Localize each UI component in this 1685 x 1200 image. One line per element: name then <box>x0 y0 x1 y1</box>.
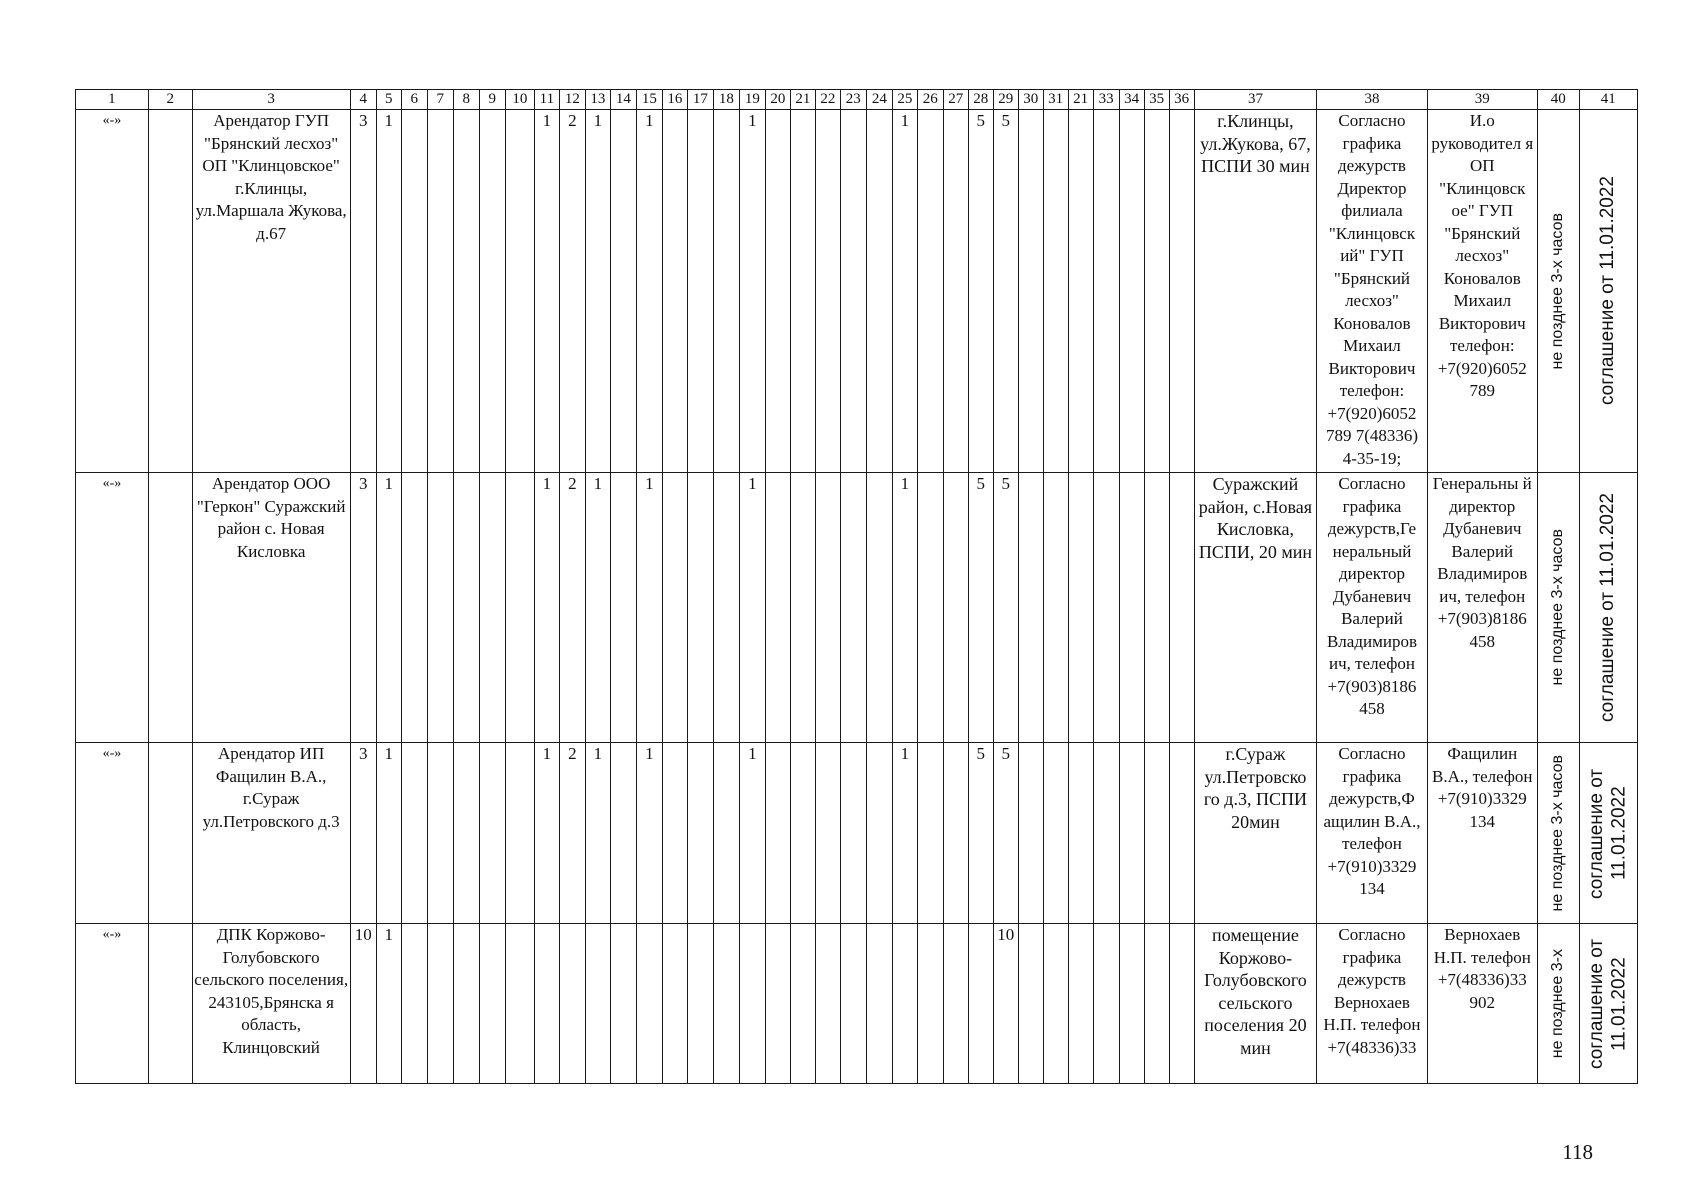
column-header-41: 41 <box>1579 90 1637 110</box>
column-header-7: 7 <box>427 90 453 110</box>
column-header-1: 1 <box>76 90 149 110</box>
deadline-text: не позднее 3-х часов <box>1548 529 1566 686</box>
column-header-39: 39 <box>1427 90 1537 110</box>
cell-col-33 <box>1093 110 1119 473</box>
column-header-20: 20 <box>765 90 790 110</box>
column-header-34: 34 <box>1119 90 1144 110</box>
cell-col-21 <box>790 110 815 473</box>
cell-col-28: 5 <box>968 110 993 473</box>
cell-col-16 <box>662 743 687 924</box>
cell-col-4: 3 <box>350 743 376 924</box>
cell-col-14 <box>610 110 636 473</box>
duty-schedule-cell: Согласно графика дежурств Вернохаев Н.П. телефон +7(48336)33 <box>1317 924 1427 1084</box>
cell-col-36 <box>1169 924 1194 1084</box>
cell-col-31 <box>1043 924 1068 1084</box>
cell-col-5: 1 <box>376 110 401 473</box>
cell-col-22 <box>815 473 840 743</box>
agreement-text: соглашение от 11.01.2022 <box>1585 767 1630 899</box>
cell-col-27 <box>943 743 968 924</box>
column-header-25: 25 <box>892 90 917 110</box>
cell-col-26 <box>917 473 943 743</box>
column-header-23: 23 <box>840 90 866 110</box>
deadline-text: не позднее 3-х часов <box>1548 754 1566 912</box>
cell-col-17 <box>687 924 713 1084</box>
cell-col-18 <box>713 743 739 924</box>
cell-col-31 <box>1043 743 1068 924</box>
cell-col-7 <box>427 924 453 1084</box>
cell-col-21 <box>790 924 815 1084</box>
column-header-12: 12 <box>559 90 585 110</box>
cell-col-19: 1 <box>739 743 765 924</box>
cell-col-34 <box>1119 743 1144 924</box>
cell-col-7 <box>427 473 453 743</box>
cell-col-6 <box>401 110 427 473</box>
table-row <box>76 110 1638 473</box>
cell-col-27 <box>943 110 968 473</box>
table-row <box>76 743 1638 924</box>
page-number: 118 <box>1562 1140 1593 1164</box>
column-header-31: 31 <box>1043 90 1068 110</box>
column-header-33: 33 <box>1093 90 1119 110</box>
organization-cell: Арендатор ИП Фащилин В.А., г.Сураж ул.Петровского д.3 <box>192 743 350 924</box>
column-header-22: 22 <box>815 90 840 110</box>
column-header-6: 6 <box>401 90 427 110</box>
cell-col-19 <box>739 924 765 1084</box>
cell-col-26 <box>917 924 943 1084</box>
cell-col-25 <box>892 924 917 1084</box>
cell-col-11: 1 <box>534 110 559 473</box>
cell-col-23 <box>840 473 866 743</box>
cell-col-26 <box>917 743 943 924</box>
cell-col-6 <box>401 743 427 924</box>
cell-col-6 <box>401 473 427 743</box>
cell-col-4: 10 <box>350 924 376 1084</box>
cell-col-10 <box>505 743 534 924</box>
cell-col-28 <box>968 924 993 1084</box>
cell-col-35 <box>1144 110 1169 473</box>
agreement-text: соглашение от 11.01.2022 <box>1585 938 1630 1069</box>
row-marker-cell: «-» <box>76 110 149 473</box>
cell-col-18 <box>713 110 739 473</box>
cell-col-4: 3 <box>350 110 376 473</box>
cell-col-11 <box>534 924 559 1084</box>
cell-col-15: 1 <box>636 110 662 473</box>
column-header-2: 2 <box>148 90 192 110</box>
contact-person-cell: И.о руководител я ОП "Клинцовск ое" ГУП "Брянский лесхоз" Коновалов Михаил Викторович телефон: +7(920)6052 789 <box>1427 110 1537 473</box>
contact-person-cell: Вернохаев Н.П. телефон +7(48336)33 902 <box>1427 924 1537 1084</box>
cell-col-23 <box>840 924 866 1084</box>
deadline-cell <box>1537 743 1579 924</box>
column-header-11: 11 <box>534 90 559 110</box>
column-header-38: 38 <box>1317 90 1427 110</box>
cell-col-2 <box>148 743 192 924</box>
cell-col-11: 1 <box>534 743 559 924</box>
location-cell: г.Клинцы, ул.Жукова, 67, ПСПИ 30 мин <box>1194 110 1317 473</box>
column-header-29: 29 <box>993 90 1018 110</box>
column-header-24: 24 <box>866 90 892 110</box>
cell-col-20 <box>765 924 790 1084</box>
column-header-40: 40 <box>1537 90 1579 110</box>
column-header-32: 21 <box>1068 90 1093 110</box>
cell-col-34 <box>1119 924 1144 1084</box>
cell-col-17 <box>687 110 713 473</box>
column-header-18: 18 <box>713 90 739 110</box>
cell-col-31 <box>1043 473 1068 743</box>
cell-col-27 <box>943 924 968 1084</box>
cell-col-13: 1 <box>585 473 610 743</box>
column-header-3: 3 <box>192 90 350 110</box>
organization-cell: Арендатор ГУП "Брянский лесхоз" ОП "Клинцовское" г.Клинцы, ул.Маршала Жукова, д.67 <box>192 110 350 473</box>
cell-col-9 <box>479 924 505 1084</box>
cell-col-2 <box>148 110 192 473</box>
cell-col-30 <box>1018 473 1043 743</box>
cell-col-15: 1 <box>636 473 662 743</box>
cell-col-14 <box>610 473 636 743</box>
cell-col-21 <box>790 473 815 743</box>
agreement-cell <box>1579 924 1637 1084</box>
cell-col-29: 5 <box>993 473 1018 743</box>
cell-col-9 <box>479 110 505 473</box>
cell-col-34 <box>1119 110 1144 473</box>
cell-col-8 <box>453 110 479 473</box>
agreement-cell <box>1579 110 1637 473</box>
cell-col-2 <box>148 473 192 743</box>
cell-col-25: 1 <box>892 110 917 473</box>
column-header-27: 27 <box>943 90 968 110</box>
cell-col-8 <box>453 473 479 743</box>
cell-col-17 <box>687 743 713 924</box>
cell-col-13 <box>585 924 610 1084</box>
cell-col-7 <box>427 743 453 924</box>
cell-col-8 <box>453 924 479 1084</box>
cell-col-22 <box>815 743 840 924</box>
cell-col-32 <box>1068 473 1093 743</box>
column-header-35: 35 <box>1144 90 1169 110</box>
cell-col-36 <box>1169 110 1194 473</box>
column-header-30: 30 <box>1018 90 1043 110</box>
cell-col-8 <box>453 743 479 924</box>
cell-col-15: 1 <box>636 743 662 924</box>
cell-col-30 <box>1018 743 1043 924</box>
cell-col-9 <box>479 743 505 924</box>
cell-col-12: 2 <box>559 110 585 473</box>
location-cell: г.Сураж ул.Петровско го д.3, ПСПИ 20мин <box>1194 743 1317 924</box>
column-header-37: 37 <box>1194 90 1317 110</box>
cell-col-33 <box>1093 473 1119 743</box>
column-header-19: 19 <box>739 90 765 110</box>
duty-schedule-cell: Согласно графика дежурств Директор филиала "Клинцовск ий" ГУП "Брянский лесхоз" Коновалов Михаил Викторович телефон: +7(920)6052 789 7(48336) 4-35-19; <box>1317 110 1427 473</box>
cell-col-21 <box>790 743 815 924</box>
cell-col-35 <box>1144 924 1169 1084</box>
cell-col-12: 2 <box>559 743 585 924</box>
cell-col-28: 5 <box>968 743 993 924</box>
cell-col-11: 1 <box>534 473 559 743</box>
cell-col-20 <box>765 110 790 473</box>
cell-col-32 <box>1068 110 1093 473</box>
cell-col-22 <box>815 110 840 473</box>
cell-col-34 <box>1119 473 1144 743</box>
cell-col-14 <box>610 743 636 924</box>
column-header-5: 5 <box>376 90 401 110</box>
cell-col-12 <box>559 924 585 1084</box>
cell-col-29: 5 <box>993 743 1018 924</box>
deadline-cell <box>1537 473 1579 743</box>
cell-col-5: 1 <box>376 924 401 1084</box>
duty-schedule-table <box>75 89 1638 1084</box>
column-header-8: 8 <box>453 90 479 110</box>
cell-col-32 <box>1068 924 1093 1084</box>
cell-col-22 <box>815 924 840 1084</box>
column-header-4: 4 <box>350 90 376 110</box>
table-row <box>76 924 1638 1084</box>
organization-cell: ДПК Коржово-Голубовского сельского поселения, 243105,Брянска я область, Клинцовский <box>192 924 350 1084</box>
cell-col-29: 10 <box>993 924 1018 1084</box>
row-marker-cell: «-» <box>76 924 149 1084</box>
cell-col-13: 1 <box>585 110 610 473</box>
cell-col-16 <box>662 924 687 1084</box>
cell-col-23 <box>840 743 866 924</box>
column-header-9: 9 <box>479 90 505 110</box>
cell-col-19: 1 <box>739 473 765 743</box>
cell-col-16 <box>662 110 687 473</box>
cell-col-27 <box>943 473 968 743</box>
cell-col-16 <box>662 473 687 743</box>
cell-col-10 <box>505 473 534 743</box>
cell-col-35 <box>1144 743 1169 924</box>
cell-col-13: 1 <box>585 743 610 924</box>
column-header-21: 21 <box>790 90 815 110</box>
duty-schedule-cell: Согласно графика дежурств,Ге неральный директор Дубаневич Валерий Владимиров ич, телефон +7(903)8186 458 <box>1317 473 1427 743</box>
cell-col-25: 1 <box>892 473 917 743</box>
cell-col-36 <box>1169 743 1194 924</box>
cell-col-18 <box>713 473 739 743</box>
cell-col-12: 2 <box>559 473 585 743</box>
cell-col-24 <box>866 473 892 743</box>
cell-col-10 <box>505 924 534 1084</box>
duty-schedule-cell: Согласно графика дежурств,Ф ащилин В.А., телефон +7(910)3329 134 <box>1317 743 1427 924</box>
column-header-13: 13 <box>585 90 610 110</box>
cell-col-26 <box>917 110 943 473</box>
agreement-text: соглашение от 11.01.2022 <box>1597 176 1619 406</box>
column-header-26: 26 <box>917 90 943 110</box>
cell-col-2 <box>148 924 192 1084</box>
row-marker-cell: «-» <box>76 473 149 743</box>
table-row <box>76 473 1638 743</box>
location-cell: помещение Коржово-Голубовского сельского поселения 20 мин <box>1194 924 1317 1084</box>
cell-col-5: 1 <box>376 473 401 743</box>
cell-col-7 <box>427 110 453 473</box>
column-header-36: 36 <box>1169 90 1194 110</box>
cell-col-5: 1 <box>376 743 401 924</box>
column-header-10: 10 <box>505 90 534 110</box>
deadline-cell <box>1537 110 1579 473</box>
table-body <box>76 90 1638 1084</box>
organization-cell: Арендатор ООО "Геркон" Суражский район с. Новая Кисловка <box>192 473 350 743</box>
row-marker-cell: «-» <box>76 743 149 924</box>
cell-col-30 <box>1018 924 1043 1084</box>
deadline-cell <box>1537 924 1579 1084</box>
cell-col-31 <box>1043 110 1068 473</box>
deadline-text: не позднее 3-х <box>1548 948 1566 1059</box>
column-number-header-row <box>76 90 1638 110</box>
deadline-text: не позднее 3-х часов <box>1548 212 1566 370</box>
cell-col-18 <box>713 924 739 1084</box>
contact-person-cell: Генеральны й директор Дубаневич Валерий Владимиров ич, телефон +7(903)8186 458 <box>1427 473 1537 743</box>
column-header-28: 28 <box>968 90 993 110</box>
cell-col-20 <box>765 743 790 924</box>
column-header-14: 14 <box>610 90 636 110</box>
cell-col-15 <box>636 924 662 1084</box>
cell-col-9 <box>479 473 505 743</box>
cell-col-33 <box>1093 924 1119 1084</box>
column-header-16: 16 <box>662 90 687 110</box>
cell-col-17 <box>687 473 713 743</box>
column-header-17: 17 <box>687 90 713 110</box>
contact-person-cell: Фащилин В.А., телефон +7(910)3329 134 <box>1427 743 1537 924</box>
cell-col-10 <box>505 110 534 473</box>
cell-col-20 <box>765 473 790 743</box>
cell-col-4: 3 <box>350 473 376 743</box>
agreement-text: соглашение от 11.01.2022 <box>1597 492 1619 723</box>
column-header-15: 15 <box>636 90 662 110</box>
location-cell: Суражский район, с.Новая Кисловка, ПСПИ, 20 мин <box>1194 473 1317 743</box>
cell-col-30 <box>1018 110 1043 473</box>
cell-col-24 <box>866 924 892 1084</box>
agreement-cell <box>1579 743 1637 924</box>
cell-col-19: 1 <box>739 110 765 473</box>
cell-col-28: 5 <box>968 473 993 743</box>
cell-col-24 <box>866 743 892 924</box>
agreement-cell <box>1579 473 1637 743</box>
cell-col-36 <box>1169 473 1194 743</box>
cell-col-35 <box>1144 473 1169 743</box>
cell-col-33 <box>1093 743 1119 924</box>
cell-col-6 <box>401 924 427 1084</box>
cell-col-24 <box>866 110 892 473</box>
cell-col-32 <box>1068 743 1093 924</box>
cell-col-29: 5 <box>993 110 1018 473</box>
cell-col-23 <box>840 110 866 473</box>
cell-col-14 <box>610 924 636 1084</box>
cell-col-25: 1 <box>892 743 917 924</box>
